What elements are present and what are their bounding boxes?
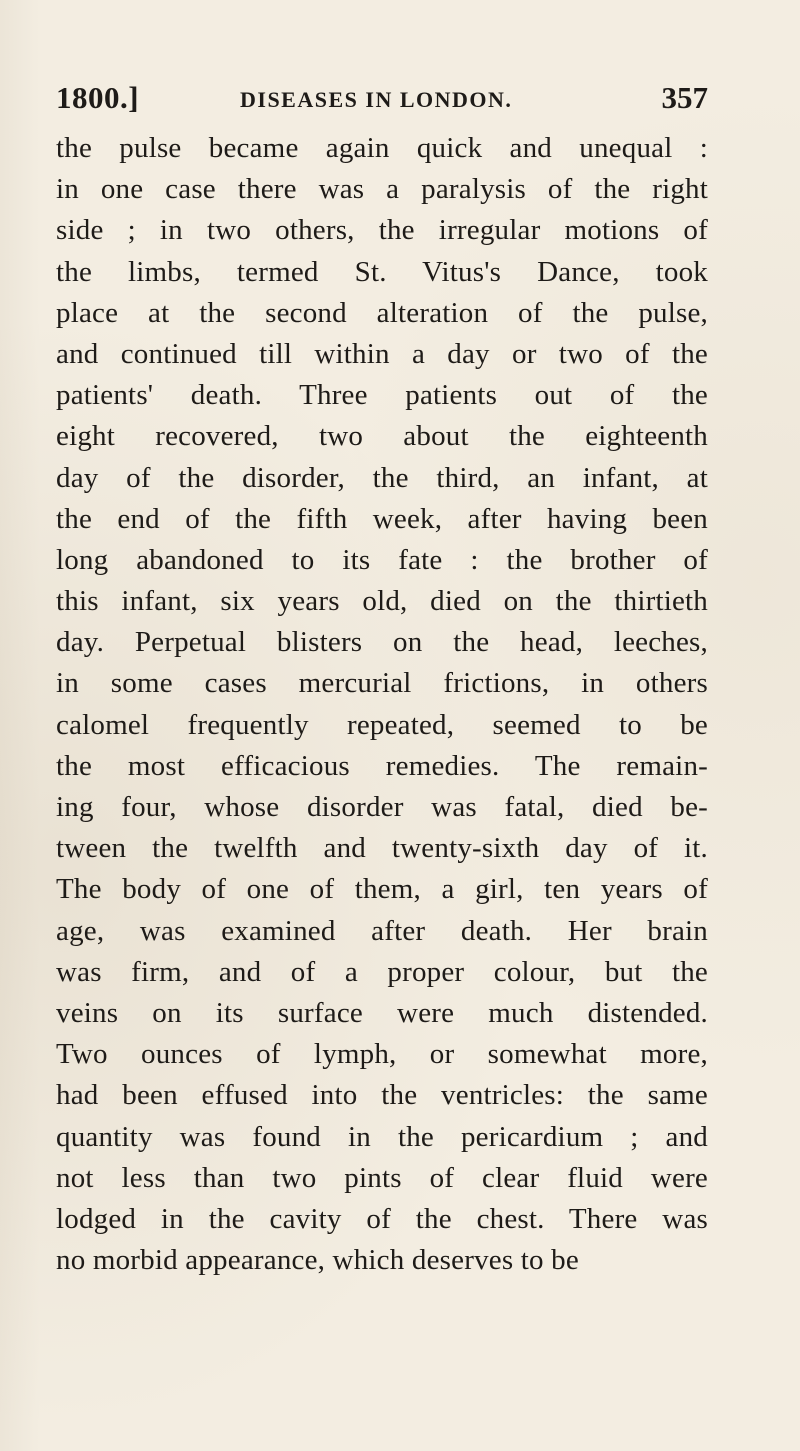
text-line: eight recovered, two about the eighteenth [56, 420, 708, 453]
text-line: side ; in two others, the irregular motions of [56, 214, 708, 247]
text-line: no morbid appearance, which deserves to be [56, 1244, 579, 1277]
text-line: the limbs, termed St. Vitus's Dance, took [56, 255, 708, 288]
text-line: place at the second alteration of the pulse, [56, 296, 708, 329]
text-line: had been effused into the ventricles: the same [56, 1079, 708, 1112]
text-line: The body of one of them, a girl, ten years of [56, 873, 708, 906]
running-head [56, 76, 708, 120]
text-line: Two ounces of lymph, or somewhat more, [56, 1038, 708, 1071]
text-line: patients' death. Three patients out of the [56, 379, 708, 412]
text-line: not less than two pints of clear fluid were [56, 1161, 708, 1194]
text-line: the most efficacious remedies. The remain- [56, 749, 708, 782]
text-line: calomel frequently repeated, seemed to be [56, 708, 708, 741]
text-line: ing four, whose disorder was fatal, died be- [56, 791, 708, 823]
text-line: and continued till within a day or two of the [56, 337, 708, 370]
body-text [56, 128, 708, 1281]
text-line: in some cases mercurial frictions, in others [56, 667, 708, 700]
text-line: day. Perpetual blisters on the head, leeches, [56, 626, 708, 659]
running-head-title: DISEASES IN LONDON. [240, 87, 513, 112]
text-line: in one case there was a paralysis of the right [56, 173, 708, 206]
text-line: the end of the fifth week, after having been [56, 502, 708, 535]
text-line: this infant, six years old, died on the thirtieth [56, 585, 708, 618]
text-line: age, was examined after death. Her brain [56, 914, 708, 947]
text-line: the pulse became again quick and unequal : [56, 132, 708, 164]
text-line: long abandoned to its fate : the brother of [56, 543, 708, 576]
text-line: was firm, and of a proper colour, but the [56, 955, 708, 988]
text-line: lodged in the cavity of the chest. There was [56, 1202, 708, 1235]
text-line: tween the twelfth and twenty-sixth day of it. [56, 832, 708, 865]
text-line: veins on its surface were much distended. [56, 996, 708, 1029]
text-line: day of the disorder, the third, an infant, at [56, 461, 708, 494]
text-line: quantity was found in the pericardium ; and [56, 1120, 708, 1153]
running-head-year: 1800.] [56, 80, 140, 115]
page-number: 357 [661, 80, 708, 115]
